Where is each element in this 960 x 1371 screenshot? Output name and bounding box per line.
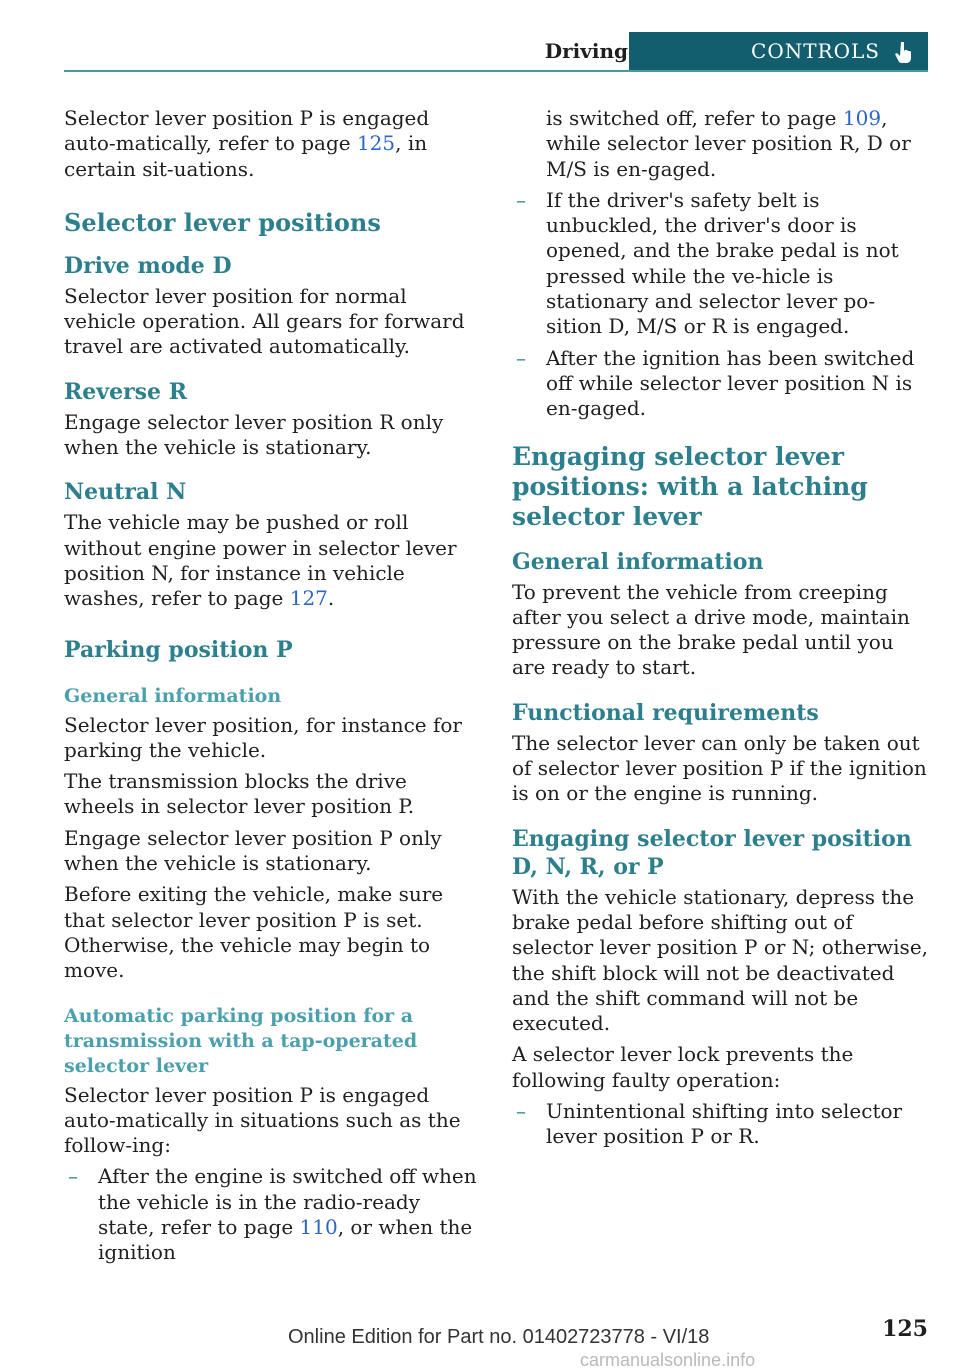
faulty-operation-list bbox=[512, 1099, 930, 1150]
edition-info: Online Edition for Part no. 01402723778 - VI/18 bbox=[288, 1326, 710, 1348]
automatic-parking-list-continued bbox=[512, 188, 930, 422]
heading-engaging-latching-lever: Engaging selector lever positions: with a latching selector lever bbox=[512, 441, 868, 531]
right-column bbox=[512, 106, 930, 1156]
intro-paragraph: Selector lever position P is engaged auto-matically, refer to page 125, in certain sit-uations. bbox=[64, 106, 430, 181]
paragraph-general-information: To prevent the vehicle from creeping after you select a drive mode, maintain pressure on the brake pedal until you are ready to start. bbox=[512, 579, 910, 680]
list-item: – After the engine is switched off when the vehicle is in the radio-ready state, refer to page 110, or when the ignition bbox=[68, 1164, 477, 1265]
header-chapter-tab bbox=[629, 32, 928, 70]
heading-engaging-dnrp: Engaging selector lever position D, N, R, or P bbox=[512, 825, 912, 880]
list-item: – If the driver's safety belt is unbuckled, the driver's door is opened, and the brake pedal is not pressed while the ve-hicle is stationary and selector lever po-sition D, M/S or R is engaged. bbox=[516, 187, 899, 339]
page-link-110[interactable]: 110 bbox=[299, 1215, 338, 1240]
page-link-125[interactable]: 125 bbox=[356, 131, 396, 156]
page-number: 125 bbox=[882, 1316, 928, 1342]
watermark: carmanualsonline.info bbox=[580, 1350, 756, 1370]
paragraph-functional-requirements: The selector lever can only be taken out of selector lever position P if the ignition is on or the engine is running. bbox=[512, 730, 927, 806]
header-chapter-label: CONTROLS bbox=[751, 39, 880, 63]
hand-pointer-icon bbox=[892, 40, 916, 64]
page-footer bbox=[64, 1316, 928, 1370]
left-column bbox=[64, 106, 480, 1272]
page-link-127[interactable]: 127 bbox=[289, 586, 328, 611]
paragraph-neutral: The vehicle may be pushed or roll without engine power in selector lever position N, for instance in vehicle washes, refer to page 127. bbox=[64, 510, 457, 611]
list-item-continuation: is switched off, refer to page 109, while selector lever position R, D or M/S is en-gaged. bbox=[546, 106, 911, 181]
heading-neutral-n: Neutral N bbox=[64, 479, 187, 506]
paragraph-parking-1: Selector lever position, for instance for parking the vehicle. bbox=[64, 712, 462, 762]
list-item: – Unintentional shifting into selector lever position P or R. bbox=[516, 1099, 903, 1149]
heading-parking-position-p: Parking position P bbox=[64, 636, 293, 663]
paragraph-engaging-1: With the vehicle stationary, depress the brake pedal before shifting out of selector lever position P or N; otherwise, the shift block will not be deactivated and the shift command will not be executed. bbox=[512, 884, 929, 1036]
heading-selector-lever-positions: Selector lever positions bbox=[64, 207, 381, 237]
automatic-parking-list bbox=[64, 1164, 480, 1265]
header-rule bbox=[64, 70, 928, 72]
paragraph-parking-3: Engage selector lever position P only when the vehicle is stationary. bbox=[64, 825, 442, 876]
paragraph-parking-4: Before exiting the vehicle, make sure that selector lever position P is set. Otherwise, the vehicle may begin to move. bbox=[64, 882, 444, 983]
page-link-109[interactable]: 109 bbox=[842, 106, 882, 130]
heading-general-information: General information bbox=[64, 684, 282, 707]
heading-general-information-right: General information bbox=[512, 548, 764, 575]
list-item: – After the ignition has been switched off while selector lever position N is en-gaged. bbox=[516, 345, 915, 421]
heading-drive-mode-d: Drive mode D bbox=[64, 252, 232, 279]
heading-automatic-parking: Automatic parking position for a transmission with a tap-operated selector lever bbox=[64, 1004, 418, 1077]
paragraph-automatic-parking: Selector lever position P is engaged auto-matically in situations such as the follow-ing: bbox=[64, 1082, 461, 1158]
paragraph-reverse: Engage selector lever position R only when the vehicle is stationary. bbox=[64, 409, 444, 460]
paragraph-engaging-2: A selector lever lock prevents the following faulty operation: bbox=[512, 1042, 854, 1092]
paragraph-drive-mode: Selector lever position for normal vehicle operation. All gears for forward travel are activated automatically. bbox=[64, 283, 465, 359]
heading-functional-requirements: Functional requirements bbox=[512, 699, 819, 726]
header-section-title: Driving bbox=[544, 39, 628, 63]
heading-reverse-r: Reverse R bbox=[64, 378, 187, 405]
paragraph-parking-2: The transmission blocks the drive wheels in selector lever position P. bbox=[64, 769, 415, 819]
